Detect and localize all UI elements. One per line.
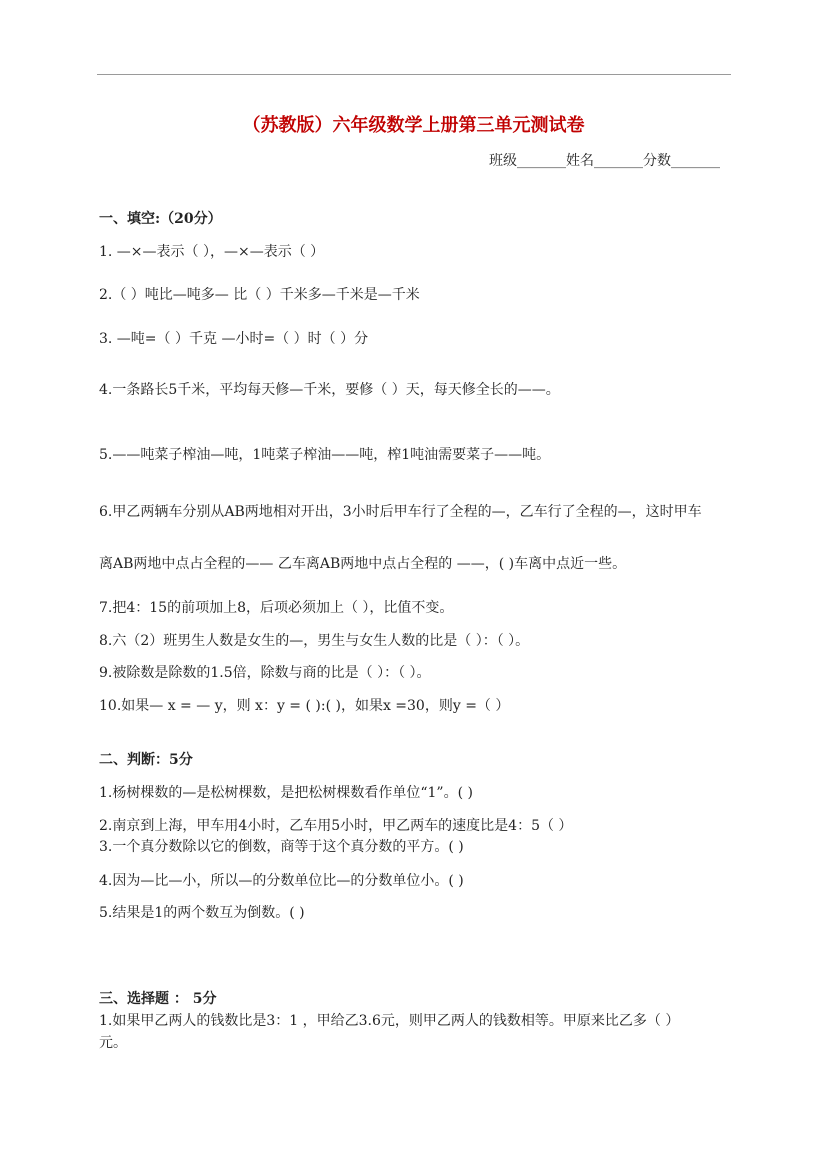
s1-question-9: 9.被除数是除数的1.5倍，除数与商的比是（ ）：（ ）。 [99, 665, 431, 681]
s2-question-3: 3.一个真分数除以它的倒数，商等于这个真分数的平方。( ) [99, 839, 464, 855]
section3-heading: 三、选择题 ： 5分 [99, 991, 217, 1007]
page-title: （苏教版）六年级数学上册第三单元测试卷 [242, 115, 585, 136]
s1-question-4: 4.一条路长5千米，平均每天修—千米，要修（ ）天，每天修全长的——。 [99, 382, 560, 398]
header-rule [97, 74, 731, 75]
s2-question-4: 4.因为—比—小，所以—的分数单位比—的分数单位小。( ) [99, 873, 464, 889]
s1-question-10: 10.如果— x = — y，则 x：y = ( ):( )，如果x =30，则y =（ ） [99, 698, 510, 714]
s2-question-2: 2.南京到上海，甲车用4小时，乙车用5小时，甲乙两车的速度比是4：5（ ） [99, 818, 573, 834]
s3-question-1-line2: 元。 [99, 1035, 127, 1051]
s1-question-6-line1: 6.甲乙两辆车分别从AB两地相对开出，3小时后甲车行了全程的—，乙车行了全程的—，这时甲车 [99, 504, 702, 520]
s1-question-6-line2: 离AB两地中点占全程的—— 乙车离AB两地中点占全程的 ——，( )车离中点近一些。 [99, 556, 627, 572]
s1-question-3: 3. —吨=（ ）千克 —小时=（ ）时（ ）分 [99, 331, 369, 347]
s1-question-8: 8.六（2）班男生人数是女生的—，男生与女生人数的比是（ ）：（ ）。 [99, 633, 530, 649]
s1-question-2: 2.（ ）吨比—吨多— 比（ ）千米多—千米是—千米 [99, 287, 420, 303]
s1-question-1: 1. —×—表示（ ），—×—表示（ ） [99, 244, 325, 260]
section1-heading: 一、填空:（20分） [99, 211, 222, 227]
s2-question-5: 5.结果是1的两个数互为倒数。( ) [99, 905, 305, 921]
s1-question-5: 5.——吨菜子榨油—吨，1吨菜子榨油——吨，榨1吨油需要菜子——吨。 [99, 447, 551, 463]
section2-heading: 二、判断：5分 [99, 752, 193, 768]
s2-question-1: 1.杨树棵数的—是松树棵数，是把松树棵数看作单位“1”。( ) [99, 785, 473, 801]
s1-question-7: 7.把4：15的前项加上8，后项必须加上（ ），比值不变。 [99, 600, 454, 616]
s3-question-1-line1: 1.如果甲乙两人的钱数比是3：1 ，甲给乙3.6元，则甲乙两人的钱数相等。甲原来比乙多（ ） [99, 1013, 680, 1029]
student-info-line: 班级_______姓名_______分数_______ [489, 153, 720, 169]
